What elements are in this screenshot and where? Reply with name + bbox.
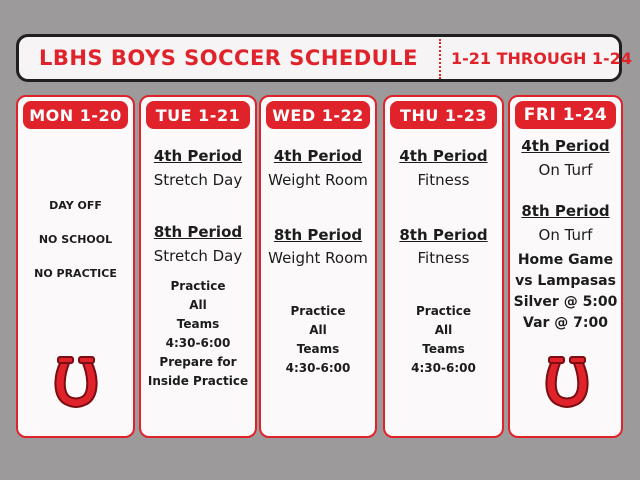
tue-8th-activity: Stretch Day (153, 247, 243, 265)
day-label-tuesday: TUE 1-21 (146, 101, 250, 129)
tue-practice-line: Teams (176, 317, 220, 331)
wed-8th-activity: Weight Room (268, 249, 368, 267)
schedule-date-range: 1-21 THROUGH 1-24 (451, 49, 632, 68)
day-card-monday (16, 95, 135, 438)
day-card-wednesday (259, 95, 377, 438)
schedule-title: LBHS BOYS SOCCER SCHEDULE (39, 46, 418, 70)
tue-practice-line: Prepare for (159, 355, 237, 369)
tue-4th-period: 4th Period (153, 147, 243, 165)
thu-practice-line: Teams (422, 342, 465, 356)
tue-4th-activity: Stretch Day (153, 171, 243, 189)
fri-game-varsity-time: Var @ 7:00 (523, 315, 608, 331)
thu-8th-activity: Fitness (417, 249, 470, 267)
day-card-thursday (383, 95, 504, 438)
fri-4th-period: 4th Period (521, 137, 610, 155)
wed-practice-line: All (309, 323, 327, 337)
thu-practice-time: 4:30-6:00 (411, 361, 476, 375)
tue-practice-line: Inside Practice (147, 374, 249, 388)
mon-note-no-practice: NO PRACTICE (34, 267, 117, 280)
thu-4th-period: 4th Period (399, 147, 488, 165)
thu-practice-line: All (434, 323, 453, 337)
fri-game-line: Home Game (517, 252, 614, 268)
fri-8th-period: 8th Period (521, 202, 610, 220)
fri-4th-activity: On Turf (538, 161, 593, 179)
thu-8th-period: 8th Period (399, 226, 488, 244)
tue-practice-time: 4:30-6:00 (165, 336, 231, 350)
wed-4th-period: 4th Period (273, 147, 363, 165)
wed-4th-activity: Weight Room (268, 171, 368, 189)
horseshoe-icon (51, 355, 101, 409)
wed-practice-line: Teams (296, 342, 340, 356)
day-label-wednesday: WED 1-22 (266, 101, 370, 129)
day-card-tuesday (139, 95, 257, 438)
day-card-friday (508, 95, 623, 438)
wed-practice-time: 4:30-6:00 (285, 361, 351, 375)
wed-8th-period: 8th Period (273, 226, 363, 244)
day-label-monday: MON 1-20 (23, 101, 128, 129)
horseshoe-icon (542, 355, 592, 409)
day-label-thursday: THU 1-23 (390, 101, 497, 129)
day-label-friday: FRI 1-24 (515, 101, 616, 129)
tue-8th-period: 8th Period (153, 223, 243, 241)
schedule-header (16, 34, 632, 82)
tue-practice-line: All (189, 298, 207, 312)
header-divider (439, 39, 441, 79)
mon-note-day-off: DAY OFF (49, 199, 102, 212)
fri-game-opponent: vs Lampasas (515, 273, 616, 289)
fri-game-silver-time: Silver @ 5:00 (513, 294, 618, 310)
thu-practice-line: Practice (415, 304, 472, 318)
tue-practice-line: Practice (170, 279, 226, 293)
fri-8th-activity: On Turf (538, 226, 593, 244)
mon-note-no-school: NO SCHOOL (38, 233, 113, 246)
wed-practice-line: Practice (290, 304, 346, 318)
thu-4th-activity: Fitness (417, 171, 470, 189)
